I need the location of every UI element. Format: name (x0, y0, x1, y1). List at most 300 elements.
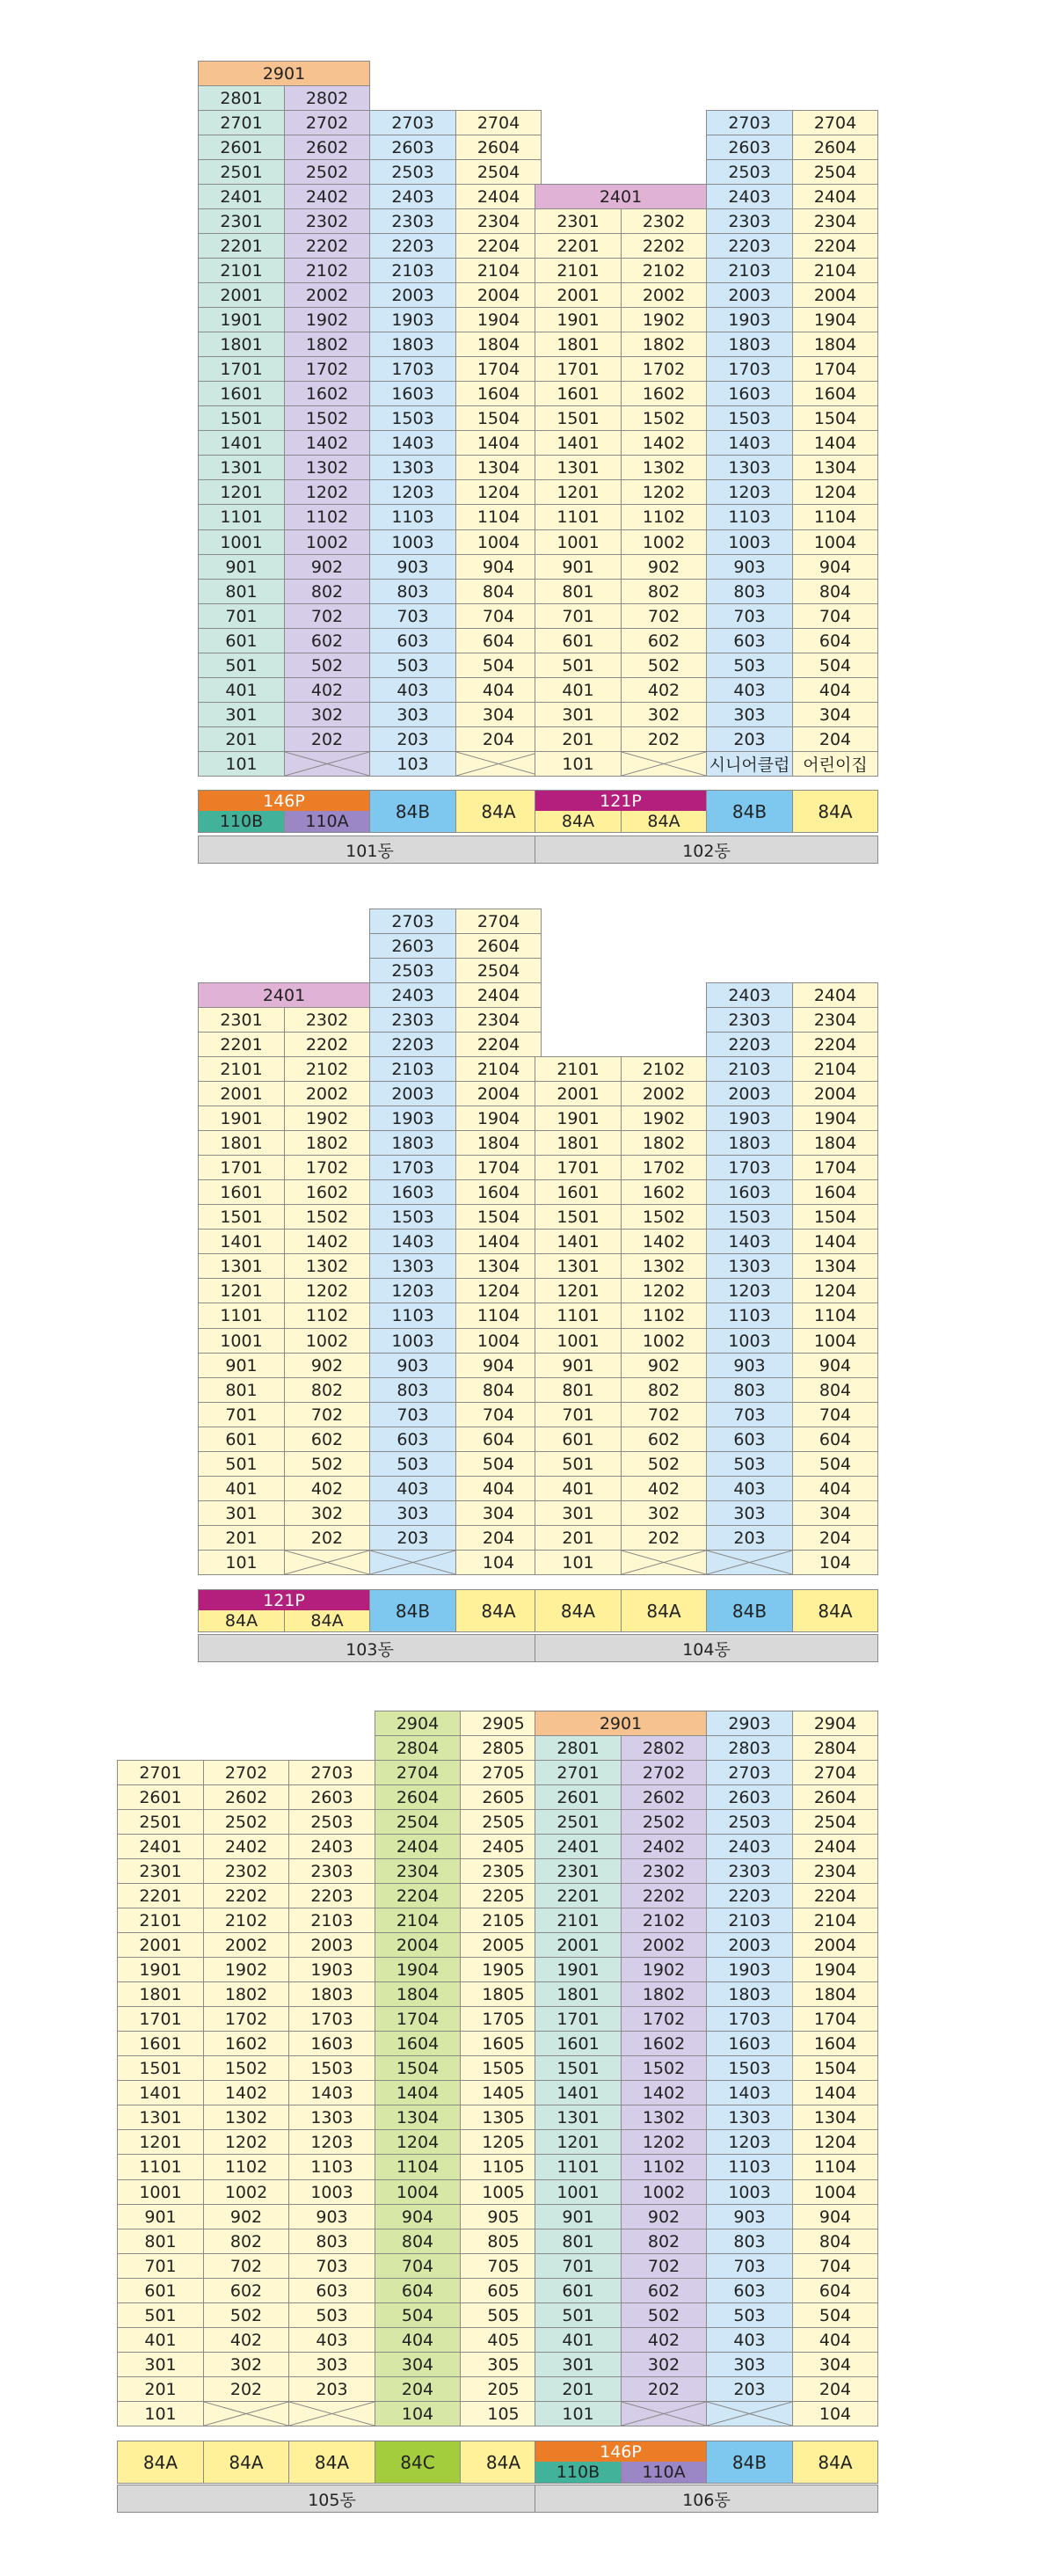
unit-cell: 204 (455, 1525, 542, 1551)
unit-cell: 1702 (621, 2006, 707, 2032)
unit-cell: 1001 (198, 529, 285, 555)
unit-cell: 1003 (369, 529, 456, 555)
unit-cell: 2703 (706, 1760, 793, 1785)
unit-cell: 1902 (621, 1957, 707, 1982)
unit-cell: 2004 (455, 282, 542, 308)
unit-cell: 1001 (117, 2179, 204, 2205)
unit-cell: 401 (535, 2327, 622, 2353)
unit-cell: 702 (621, 1402, 707, 1427)
unit-cell: 1501 (535, 2055, 622, 2081)
unit-cell: 1002 (621, 1328, 707, 1354)
unit-cell: 301 (535, 1500, 622, 1526)
unit-cell: 1301 (198, 455, 285, 480)
unit-cell: 802 (203, 2229, 289, 2254)
unit-cell: 1603 (369, 1179, 456, 1205)
unit-cell: 303 (369, 1500, 456, 1526)
unit-cell: 2005 (460, 1932, 547, 1958)
unit-cell: 2203 (369, 1032, 456, 1057)
unit-cell: 1701 (117, 2006, 204, 2032)
unit-cell: 603 (288, 2278, 375, 2303)
unit-cell: 801 (535, 2229, 622, 2254)
unit-cell: 2601 (198, 135, 285, 160)
unit-cell: 502 (621, 1451, 707, 1477)
unit-cell: 501 (535, 653, 622, 678)
unit-cell: 2301 (198, 208, 285, 234)
unit-cell: 2603 (369, 933, 456, 959)
unit-cell: 1002 (284, 1328, 370, 1354)
unit-cell: 1804 (792, 332, 878, 357)
unit-cell: 1303 (288, 2105, 375, 2130)
unit-cell: 802 (284, 1377, 370, 1403)
unit-cell: 402 (284, 677, 370, 703)
unit-cell: 604 (455, 628, 542, 653)
unit-type-label: 84A (460, 2441, 547, 2484)
unit-cell: 1203 (706, 479, 793, 505)
unit-cell: 404 (792, 1476, 878, 1501)
unit-cell: 2303 (369, 208, 456, 234)
unit-cell: 904 (455, 1353, 542, 1378)
unit-cell: 1002 (203, 2179, 289, 2205)
unit-cell: 2603 (706, 1784, 793, 1810)
unit-cell: 2004 (375, 1932, 461, 1958)
unit-cell: 2101 (117, 1908, 204, 1933)
unit-cell: 604 (792, 2278, 878, 2303)
unit-cell: 1601 (198, 1179, 285, 1205)
unit-cell: 2303 (288, 1858, 375, 1884)
empty-unit-cell (284, 751, 370, 777)
unit-cell: 2201 (198, 1032, 285, 1057)
unit-cell: 1103 (706, 1303, 793, 1329)
unit-cell: 704 (455, 1402, 542, 1427)
unit-cell: 2404 (455, 184, 542, 209)
unit-type-label: 110B (535, 2462, 622, 2483)
unit-cell: 803 (288, 2229, 375, 2254)
unit-cell: 1302 (284, 1253, 370, 1279)
unit-cell: 1804 (375, 1981, 461, 2007)
unit-cell: 903 (706, 554, 793, 580)
unit-cell: 1301 (535, 455, 622, 480)
unit-type-label: 84A (792, 2441, 878, 2484)
unit-cell: 1501 (535, 405, 622, 431)
unit-cell: 2703 (369, 110, 456, 135)
unit-cell: 1502 (203, 2055, 289, 2081)
unit-type-label: 146P (199, 791, 369, 811)
unit-cell: 1204 (792, 479, 878, 505)
unit-cell: 2401 (535, 1834, 622, 1859)
unit-cell: 1202 (621, 479, 707, 505)
unit-cell: 1502 (621, 1204, 707, 1230)
unit-cell: 1001 (535, 529, 622, 555)
unit-cell: 203 (288, 2376, 375, 2402)
unit-cell: 1401 (535, 430, 622, 456)
unit-cell: 1202 (621, 2129, 707, 2155)
unit-cell: 1102 (284, 1303, 370, 1329)
unit-cell: 1701 (535, 356, 622, 382)
unit-type-label: 84B (369, 790, 456, 833)
unit-cell: 104 (792, 2401, 878, 2426)
unit-cell: 1902 (284, 1106, 370, 1131)
unit-cell: 301 (535, 702, 622, 727)
unit-cell: 1504 (792, 2055, 878, 2081)
unit-cell: 2004 (792, 282, 878, 308)
unit-cell: 2403 (369, 184, 456, 209)
unit-cell: 101 (535, 2401, 622, 2426)
empty-unit-cell (284, 1550, 370, 1575)
unit-cell: 305 (460, 2352, 547, 2377)
unit-cell: 2002 (621, 1932, 707, 1958)
unit-cell: 2003 (369, 1081, 456, 1106)
unit-cell: 1703 (369, 356, 456, 382)
unit-cell: 1003 (706, 2179, 793, 2205)
unit-cell: 403 (706, 677, 793, 703)
unit-cell: 902 (284, 1353, 370, 1378)
unit-cell: 504 (455, 1451, 542, 1477)
unit-cell: 304 (455, 1500, 542, 1526)
unit-cell: 2503 (288, 1809, 375, 1835)
unit-type-label: 84A (792, 1589, 878, 1632)
unit-cell: 1101 (535, 504, 622, 530)
unit-cell: 1801 (117, 1981, 204, 2007)
unit-cell: 1403 (706, 1229, 793, 1254)
unit-cell: 1004 (455, 1328, 542, 1354)
unit-cell: 시니어클럽 (706, 751, 793, 777)
empty-unit-cell (369, 1550, 456, 1575)
unit-cell: 2501 (117, 1809, 204, 1835)
unit-cell: 1201 (535, 479, 622, 505)
unit-cell: 803 (369, 1377, 456, 1403)
unit-cell: 1504 (375, 2055, 461, 2081)
unit-cell: 2302 (284, 208, 370, 234)
unit-cell: 1003 (706, 529, 793, 555)
unit-cell: 903 (369, 554, 456, 580)
unit-cell: 301 (117, 2352, 204, 2377)
unit-cell: 404 (792, 677, 878, 703)
unit-cell: 1902 (621, 307, 707, 332)
unit-cell: 1705 (460, 2006, 547, 2032)
unit-type-label: 84C (375, 2441, 461, 2484)
unit-cell: 1201 (198, 1278, 285, 1303)
unit-cell: 1102 (284, 504, 370, 530)
unit-cell: 2001 (198, 282, 285, 308)
unit-cell: 2104 (375, 1908, 461, 1933)
unit-cell: 1103 (288, 2154, 375, 2180)
unit-cell: 701 (535, 2253, 622, 2279)
unit-cell: 1201 (535, 1278, 622, 1303)
unit-cell: 2701 (117, 1760, 204, 1785)
unit-cell: 1204 (375, 2129, 461, 2155)
unit-cell: 1501 (535, 1204, 622, 1230)
unit-cell: 2204 (455, 233, 542, 259)
unit-cell: 304 (792, 2352, 878, 2377)
unit-cell: 1503 (706, 2055, 793, 2081)
unit-cell: 701 (117, 2253, 204, 2279)
unit-cell: 904 (792, 554, 878, 580)
unit-cell: 1802 (203, 1981, 289, 2007)
unit-cell: 802 (621, 1377, 707, 1403)
unit-cell: 1403 (288, 2080, 375, 2105)
unit-cell: 2302 (621, 208, 707, 234)
unit-cell: 1405 (460, 2080, 547, 2105)
unit-cell: 1902 (284, 307, 370, 332)
unit-cell: 1903 (706, 1957, 793, 1982)
unit-cell: 1101 (535, 1303, 622, 1329)
unit-cell: 604 (375, 2278, 461, 2303)
unit-cell: 603 (369, 628, 456, 653)
empty-unit-cell (706, 2401, 793, 2426)
unit-type-label: 84B (706, 790, 793, 833)
unit-cell: 701 (535, 1402, 622, 1427)
unit-cell: 2404 (792, 982, 878, 1008)
unit-cell: 1701 (198, 356, 285, 382)
unit-cell: 2003 (706, 282, 793, 308)
unit-cell: 2104 (792, 1056, 878, 1082)
unit-cell: 1702 (621, 356, 707, 382)
unit-cell: 503 (288, 2302, 375, 2328)
unit-cell: 201 (535, 726, 622, 752)
unit-cell: 1202 (284, 479, 370, 505)
unit-cell: 603 (706, 628, 793, 653)
unit-cell: 2702 (284, 110, 370, 135)
unit-cell: 1904 (455, 307, 542, 332)
unit-cell: 2701 (198, 110, 285, 135)
unit-cell: 1904 (792, 1106, 878, 1131)
unit-cell: 2201 (535, 1883, 622, 1908)
unit-cell: 2403 (706, 982, 793, 1008)
unit-type-label: 84A (288, 2441, 375, 2484)
unit-cell: 804 (792, 2229, 878, 2254)
unit-cell: 1002 (621, 2179, 707, 2205)
unit-cell: 1502 (621, 2055, 707, 2081)
unit-cell: 1704 (455, 1155, 542, 1180)
unit-cell: 1604 (375, 2031, 461, 2056)
unit-cell: 1802 (621, 332, 707, 357)
unit-cell: 1202 (203, 2129, 289, 2155)
building-name: 102동 (535, 836, 878, 864)
unit-cell: 801 (198, 1377, 285, 1403)
unit-cell: 2103 (706, 1056, 793, 1082)
unit-cell: 2503 (369, 159, 456, 185)
unit-cell: 104 (792, 1550, 878, 1575)
unit-cell: 2304 (455, 1007, 542, 1033)
unit-cell: 2001 (198, 1081, 285, 1106)
unit-cell: 602 (284, 628, 370, 653)
unit-cell: 2203 (288, 1883, 375, 1908)
unit-type-label: 84A (535, 811, 622, 832)
unit-cell: 1402 (284, 1229, 370, 1254)
unit-cell: 403 (288, 2327, 375, 2353)
building-name: 103동 (198, 1634, 542, 1662)
empty-unit-cell (288, 2401, 375, 2426)
unit-cell: 2604 (792, 1784, 878, 1810)
unit-cell: 804 (455, 1377, 542, 1403)
unit-cell: 2502 (621, 1809, 707, 1835)
unit-cell: 1303 (706, 455, 793, 480)
unit-cell: 2503 (706, 1809, 793, 1835)
unit-cell: 2104 (792, 1908, 878, 1933)
unit-cell: 902 (284, 554, 370, 580)
unit-cell: 601 (535, 628, 622, 653)
unit-cell: 901 (535, 2204, 622, 2229)
unit-cell: 2001 (535, 1081, 622, 1106)
unit-cell: 2403 (706, 1834, 793, 1859)
unit-cell: 1205 (460, 2129, 547, 2155)
unit-cell: 1203 (706, 2129, 793, 2155)
unit-cell: 1801 (198, 332, 285, 357)
unit-cell: 2802 (621, 1735, 707, 1761)
unit-cell: 1601 (117, 2031, 204, 2056)
unit-cell: 1404 (455, 1229, 542, 1254)
unit-cell: 902 (621, 2204, 707, 2229)
unit-cell: 1001 (535, 1328, 622, 1354)
unit-cell: 1903 (288, 1957, 375, 1982)
unit-cell: 1801 (198, 1130, 285, 1156)
unit-cell: 2302 (621, 1858, 707, 1884)
unit-cell: 2301 (535, 208, 622, 234)
unit-cell: 2604 (455, 933, 542, 959)
unit-cell: 304 (792, 702, 878, 727)
unit-cell: 2601 (117, 1784, 204, 1810)
unit-cell: 801 (117, 2229, 204, 2254)
unit-cell: 2101 (535, 1908, 622, 1933)
unit-cell: 2504 (792, 1809, 878, 1835)
unit-cell: 1404 (792, 2080, 878, 2105)
penthouse-unit-cell: 2901 (198, 61, 370, 86)
unit-cell: 1502 (284, 405, 370, 431)
unit-cell: 503 (369, 1451, 456, 1477)
unit-cell: 1404 (455, 430, 542, 456)
unit-cell: 2202 (621, 1883, 707, 1908)
unit-cell: 1004 (455, 529, 542, 555)
unit-cell: 2404 (375, 1834, 461, 1859)
unit-cell: 2703 (288, 1760, 375, 1785)
unit-cell: 2502 (284, 159, 370, 185)
unit-cell: 101 (198, 751, 285, 777)
unit-cell: 2302 (284, 1007, 370, 1033)
unit-cell: 1104 (792, 1303, 878, 1329)
unit-cell: 901 (117, 2204, 204, 2229)
unit-cell: 1604 (455, 1179, 542, 1205)
unit-cell: 604 (792, 1427, 878, 1452)
unit-cell: 702 (284, 603, 370, 629)
unit-cell: 1702 (203, 2006, 289, 2032)
unit-cell: 1903 (706, 307, 793, 332)
unit-cell: 203 (369, 726, 456, 752)
unit-cell: 1204 (455, 1278, 542, 1303)
unit-cell: 2804 (375, 1735, 461, 1761)
unit-cell: 1702 (284, 1155, 370, 1180)
unit-cell: 1804 (455, 1130, 542, 1156)
unit-cell: 1302 (621, 455, 707, 480)
unit-cell: 704 (792, 603, 878, 629)
unit-cell: 1301 (535, 2105, 622, 2130)
unit-cell: 701 (535, 603, 622, 629)
unit-cell: 2102 (621, 1908, 707, 1933)
unit-cell: 2604 (375, 1784, 461, 1810)
unit-type-label: 84A (455, 790, 542, 833)
unit-cell: 1901 (198, 307, 285, 332)
unit-cell: 501 (117, 2302, 204, 2328)
unit-cell: 1504 (455, 405, 542, 431)
unit-cell: 1304 (792, 1253, 878, 1279)
unit-cell: 803 (706, 579, 793, 604)
unit-cell: 704 (792, 2253, 878, 2279)
unit-type-label: 84A (535, 1589, 622, 1632)
unit-cell: 1603 (288, 2031, 375, 2056)
unit-cell: 1602 (621, 2031, 707, 2056)
unit-cell: 2104 (455, 1056, 542, 1082)
unit-cell: 2702 (203, 1760, 289, 1785)
unit-cell: 1302 (621, 2105, 707, 2130)
unit-cell: 1503 (369, 1204, 456, 1230)
unit-cell: 1404 (792, 430, 878, 456)
unit-cell: 203 (369, 1525, 456, 1551)
unit-cell: 1802 (284, 1130, 370, 1156)
unit-cell: 1404 (792, 1229, 878, 1254)
unit-cell: 103 (369, 751, 456, 777)
unit-cell: 1204 (792, 1278, 878, 1303)
unit-type-label: 84A (792, 790, 878, 833)
unit-cell: 2102 (621, 1056, 707, 1082)
unit-cell: 903 (288, 2204, 375, 2229)
unit-cell: 1704 (792, 356, 878, 382)
unit-cell: 303 (288, 2352, 375, 2377)
unit-cell: 701 (198, 603, 285, 629)
unit-cell: 202 (621, 1525, 707, 1551)
unit-cell: 302 (621, 1500, 707, 1526)
unit-cell: 2202 (284, 1032, 370, 1057)
unit-cell: 1503 (706, 1204, 793, 1230)
building-name: 106동 (535, 2485, 878, 2513)
unit-type-label: 84A (117, 2441, 204, 2484)
unit-cell: 2205 (460, 1883, 547, 1908)
unit-cell: 2602 (284, 135, 370, 160)
unit-cell: 2204 (375, 1883, 461, 1908)
unit-cell: 1004 (792, 1328, 878, 1354)
unit-cell: 902 (621, 554, 707, 580)
empty-unit-cell (621, 751, 707, 777)
unit-cell: 901 (535, 554, 622, 580)
unit-cell: 1601 (535, 2031, 622, 2056)
unit-type-label: 84A (203, 2441, 289, 2484)
unit-type-label: 146P (535, 2441, 706, 2462)
unit-cell: 703 (369, 603, 456, 629)
unit-cell: 301 (535, 2352, 622, 2377)
unit-cell: 2702 (621, 1760, 707, 1785)
unit-cell: 402 (621, 1476, 707, 1501)
unit-cell: 1803 (706, 332, 793, 357)
unit-cell: 502 (284, 1451, 370, 1477)
unit-cell: 1501 (117, 2055, 204, 2081)
unit-cell: 402 (621, 2327, 707, 2353)
unit-cell: 1901 (117, 1957, 204, 1982)
unit-cell: 2204 (792, 1032, 878, 1057)
unit-cell: 2505 (460, 1809, 547, 1835)
unit-cell: 1002 (621, 529, 707, 555)
unit-cell: 1604 (792, 1179, 878, 1205)
unit-cell: 2103 (706, 1908, 793, 1933)
unit-cell: 104 (375, 2401, 461, 2426)
unit-cell: 1902 (203, 1957, 289, 1982)
unit-cell: 2304 (792, 1858, 878, 1884)
unit-cell: 2203 (706, 1883, 793, 1908)
unit-cell: 2102 (284, 258, 370, 283)
unit-cell: 1303 (369, 455, 456, 480)
unit-cell: 603 (706, 2278, 793, 2303)
empty-unit-cell (621, 2401, 707, 2426)
unit-cell: 1502 (621, 405, 707, 431)
unit-cell: 804 (792, 579, 878, 604)
unit-cell: 2301 (535, 1858, 622, 1884)
